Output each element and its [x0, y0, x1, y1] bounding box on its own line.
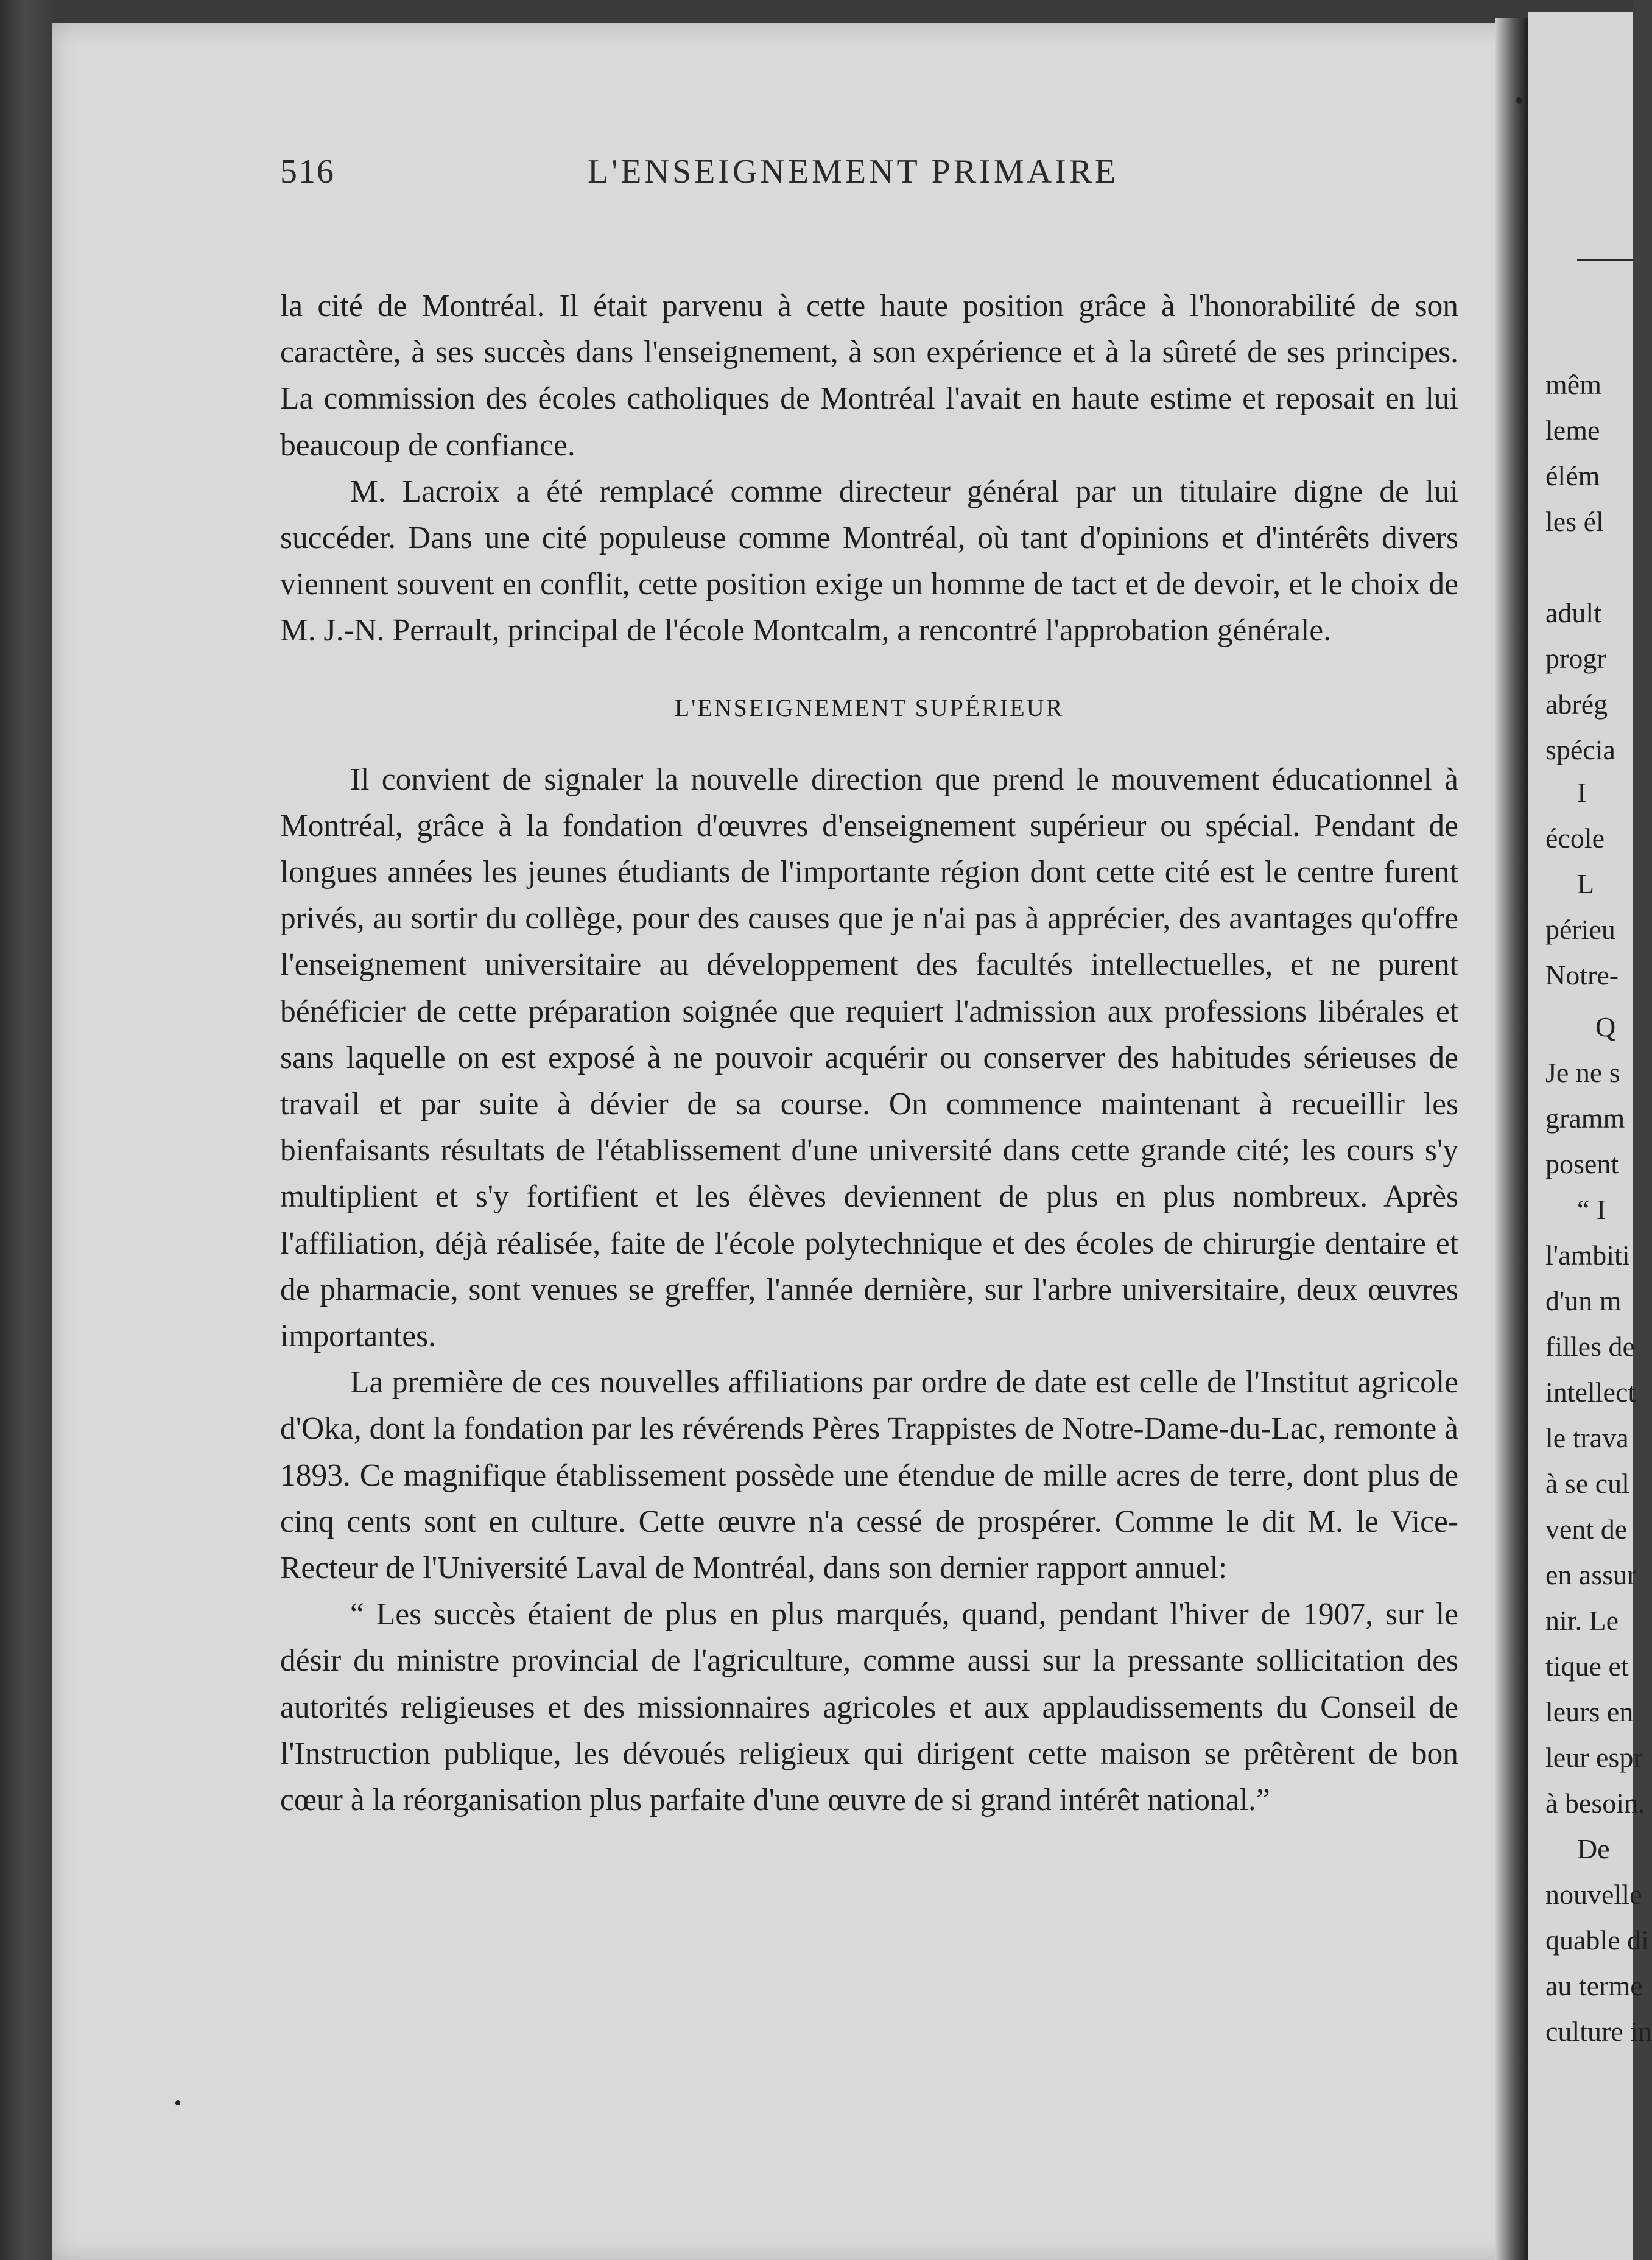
page-number: 516: [280, 153, 335, 191]
right-fragment: leurs en: [1545, 1696, 1634, 1727]
right-fragment: Notre-: [1545, 960, 1619, 991]
right-fragment: Je ne s: [1545, 1057, 1620, 1088]
right-fragment: vent de: [1545, 1514, 1628, 1545]
right-fragment: abrég: [1545, 689, 1608, 720]
book-gutter: [1495, 18, 1528, 2260]
right-fragment: De: [1577, 1833, 1610, 1864]
right-fragment: quable di: [1545, 1925, 1649, 1956]
right-fragment: l'ambiti: [1545, 1240, 1630, 1271]
paragraph: M. Lacroix a été remplacé comme directeur général par un titulaire digne de lui succéder. Dans une cité populeuse comme Montréal, où tant d'opinions et d'intérêts divers viennent souvent en conflit, cette position exige un homme de tact et de devoir, et le choix de M. J.-N. Perrault, principal de l'école Montcalm, a rencontré l'approbation générale.: [280, 474, 1458, 648]
right-fragment: filles de: [1545, 1331, 1635, 1362]
right-fragment: leur espr: [1545, 1742, 1643, 1773]
right-fragment: “ I: [1577, 1194, 1606, 1225]
right-fragment: L: [1577, 868, 1595, 899]
right-fragment: à besoin.: [1545, 1788, 1645, 1819]
right-fragment: mêm: [1545, 369, 1601, 400]
page-body: [280, 283, 1458, 1823]
scan-speck: [1516, 97, 1522, 104]
right-fragment: les él: [1545, 506, 1604, 537]
paragraph: la cité de Montréal. Il était parvenu à cette haute position grâce à l'honorabilité de son caractère, à ses succès dans l'enseignement, à son expérience et à la sûreté de ses principes. La commission des écoles catholiques de Montréal l'avait en haute estime et reposait en lui beaucoup de confiance.: [280, 289, 1458, 463]
right-page-edge: [1528, 12, 1652, 2260]
right-fragment: gramm: [1545, 1103, 1625, 1134]
right-fragment: élém: [1545, 460, 1600, 491]
right-fragment: d'un m: [1545, 1285, 1622, 1316]
paragraph: Il convient de signaler la nouvelle direction que prend le mouvement éducationnel à Montréal, grâce à la fondation d'œuvres d'enseignement supérieur ou spécial. Pendant de longues années les jeunes étudiants de l'importante région dont cette cité est le centre furent privés, au sortir du collège, pour des causes que je n'ai pas à apprécier, des avantages qu'offre l'enseignement universitaire au développement des facultés intellectuelles, et ne purent bénéficier de cette préparation soignée que requiert l'admission aux professions libérales et sans laquelle on est exposé à ne pouvoir acquérir ou conserver des habitudes sérieuses de travail et par suite à dévier de sa course. On commence maintenant à recueillir les bienfaisants résultats de l'établissement d'une université dans cette grande cité; les cours s'y multiplient et s'y fortifient et les élèves deviennent de plus en plus nombreux. Après l'affiliation, déjà réalisée, faite de l'école polytechnique et des écoles de chirurgie dentaire et de pharmacie, sont venues se greffer, l'année dernière, sur l'arbre universitaire, deux œuvres importantes.: [280, 762, 1458, 1354]
right-fragment: I: [1577, 777, 1587, 808]
right-fragment: adult: [1545, 597, 1601, 628]
right-fragment: à se cul: [1545, 1468, 1629, 1499]
right-fragment: nouvelle: [1545, 1879, 1642, 1910]
right-fragment: périeu: [1545, 914, 1615, 945]
right-fragment: nir. Le: [1545, 1605, 1619, 1636]
paragraph: La première de ces nouvelles affiliations par ordre de date est celle de l'Institut agricole d'Oka, dont la fondation par les révérends Pères Trappistes de Notre-Dame-du-Lac, remonte à 1893. Ce magnifique établissement possède une étendue de mille acres de terre, dont plus de cinq cents sont en culture. Cette œuvre n'a cessé de prospérer. Comme le dit M. le Vice-Recteur de l'Université Laval de Montréal, dans son dernier rapport annuel:: [280, 1365, 1458, 1586]
scan-speck: [175, 2100, 180, 2105]
block-quote: “ Les succès étaient de plus en plus marqués, quand, pendant l'hiver de 1907, sur le désir du ministre provincial de l'agriculture, comme aussi sur la pressante sollicitation des autorités religieuses et des missionnaires agricoles et aux applaudissements du Conseil de l'Instruction publique, les dévoués religieux qui dirigent cette maison se prêtèrent de bon cœur à la réorganisation plus parfaite d'une œuvre de si grand intérêt national.”: [280, 1597, 1458, 1818]
right-page-rule: [1577, 259, 1633, 261]
right-fragment: le trava: [1545, 1422, 1629, 1453]
right-fragment: Q: [1595, 1011, 1616, 1042]
running-head: L'ENSEIGNEMENT PRIMAIRE: [588, 153, 1119, 191]
section-heading: L'ENSEIGNEMENT SUPÉRIEUR: [674, 693, 1064, 721]
right-fragment: tique et: [1545, 1651, 1629, 1682]
right-fragment: progr: [1545, 643, 1606, 674]
right-fragment: école: [1545, 823, 1605, 854]
right-fragment: leme: [1545, 415, 1600, 446]
right-fragment: en assur: [1545, 1559, 1637, 1590]
right-fragment: spécia: [1545, 734, 1615, 765]
right-fragment: posent: [1545, 1148, 1619, 1179]
right-fragment: au terme: [1545, 1970, 1643, 2001]
page-header: [280, 152, 1455, 201]
right-fragment: culture in: [1545, 2016, 1652, 2047]
right-fragment: intellect: [1545, 1377, 1636, 1408]
